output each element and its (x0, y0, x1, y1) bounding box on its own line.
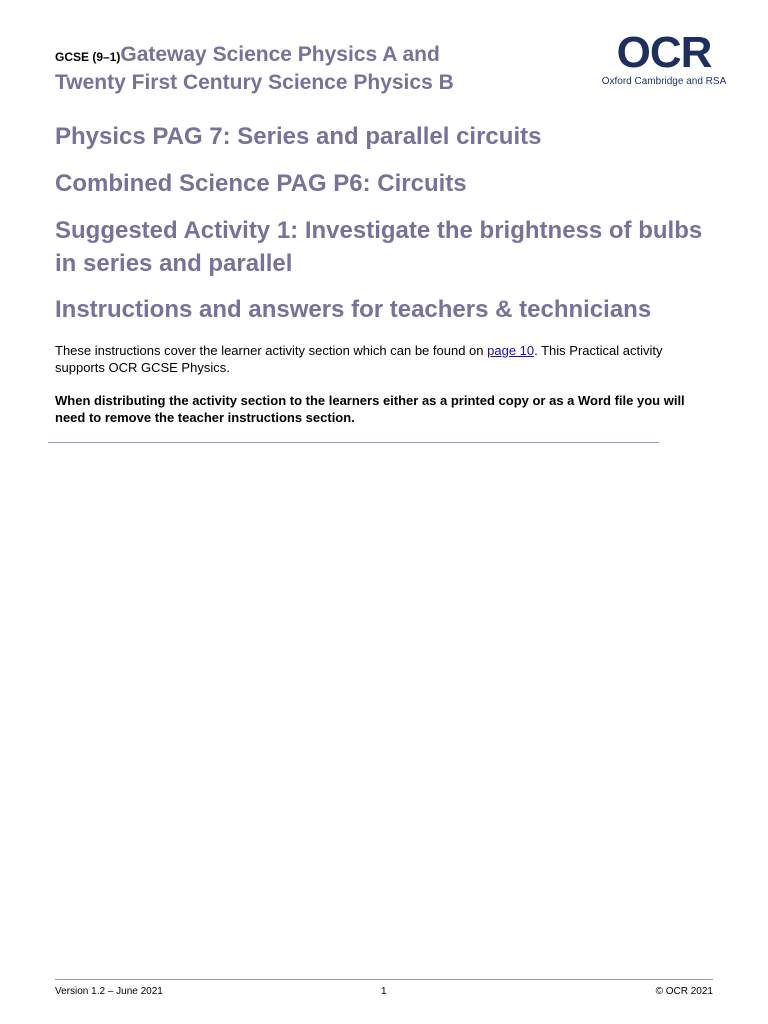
title-line-1: Gateway Science Physics A and (120, 43, 440, 66)
footer-divider (55, 979, 713, 980)
logo-text: OCR (616, 28, 712, 77)
footer-copyright: © OCR 2021 (655, 986, 713, 997)
gcse-label: GCSE (9–1) (55, 50, 121, 64)
footer-page-number: 1 (381, 986, 387, 997)
footer-version: Version 1.2 – June 2021 (55, 986, 163, 997)
intro-text: These instructions cover the learner activity section which can be found on (55, 343, 488, 358)
intro-text-end: . This Practical activity supports OCR GCSE Physics. (55, 343, 663, 375)
qualification-title (55, 42, 454, 96)
intro-paragraph (55, 342, 695, 376)
title-line-2: Twenty First Century Science Physics B (55, 71, 454, 94)
heading-combined-pag: Combined Science PAG P6: Circuits (55, 170, 467, 197)
ocr-logo (598, 30, 730, 88)
distribution-notice: When distributing the activity section to the learners either as a printed copy or as a Word file you will need to remove the teacher instructions section. (55, 393, 685, 425)
heading-physics-pag: Physics PAG 7: Series and parallel circuits (55, 123, 542, 150)
heading-instructions: Instructions and answers for teachers & technicians (55, 296, 652, 323)
heading-activity: Suggested Activity 1: Investigate the brightness of bulbs in series and parallel (55, 217, 703, 277)
page-10-link[interactable]: page 10 (487, 343, 535, 358)
divider (48, 442, 659, 443)
logo-tagline: Oxford Cambridge and RSA (601, 76, 727, 87)
